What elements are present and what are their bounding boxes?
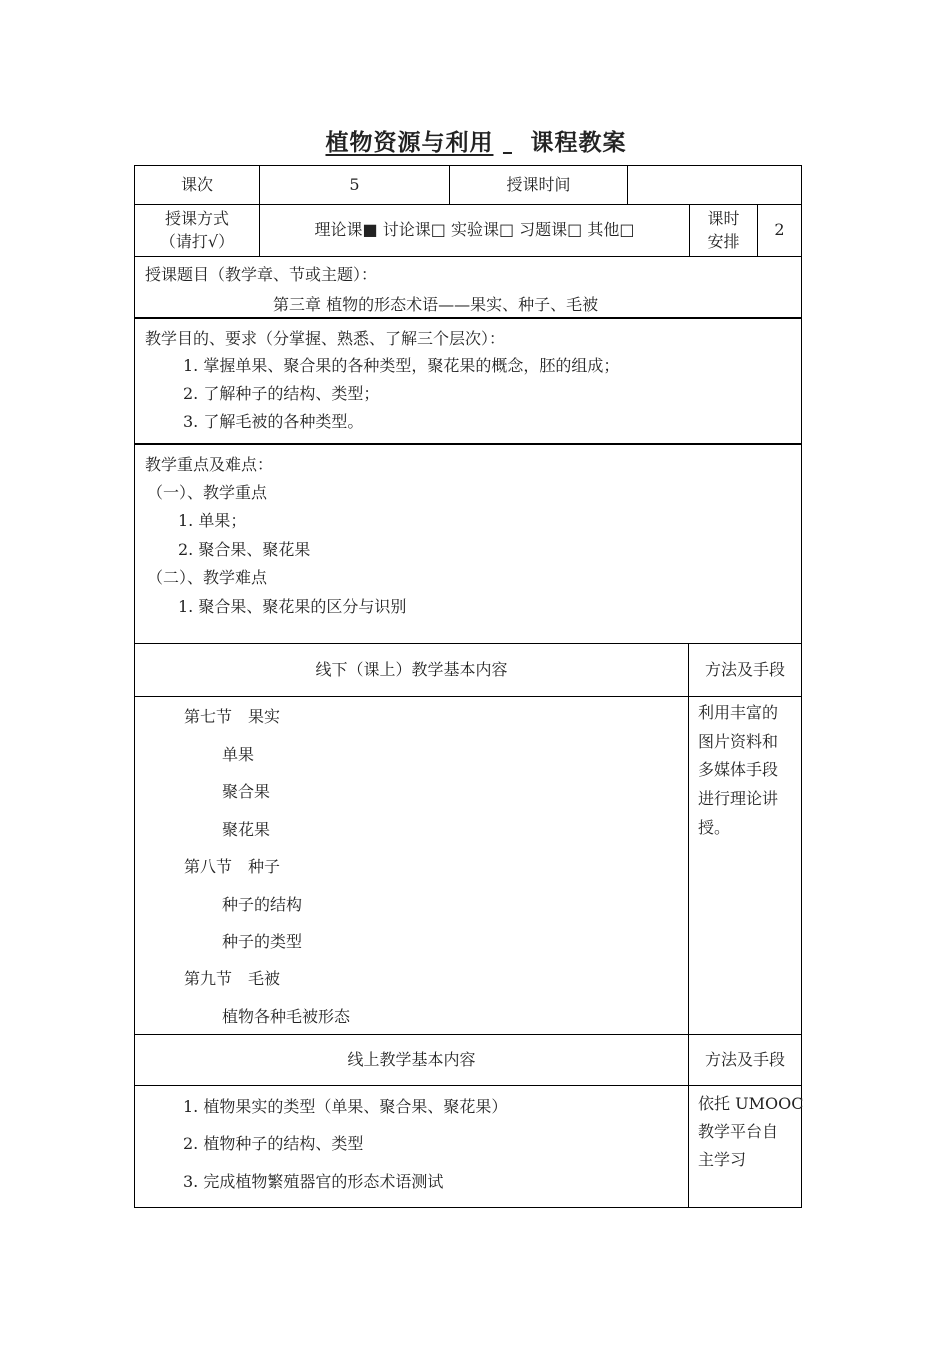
hours-label-line2: 安排 <box>707 231 740 251</box>
page-title <box>0 124 952 157</box>
objective-item: 3. 了解毛被的各种类型。 <box>183 412 364 431</box>
hours-value: 2 <box>774 220 785 240</box>
session-label: 课次 <box>180 174 213 194</box>
title-underline-gap <box>493 129 521 156</box>
objectives-label: 教学目的、要求（分掌握、熟悉、了解三个层次）： <box>145 329 506 348</box>
online-method-heading: 方法及手段 <box>704 1049 785 1069</box>
topic-label: 授课题目（教学章、节或主题）： <box>145 265 378 284</box>
doc-type: 课程教案 <box>530 129 627 156</box>
offline-method-line: 授。 <box>698 818 731 837</box>
focus-heading: （一）、教学重点 <box>147 483 268 502</box>
key-points-label: 教学重点及难点： <box>145 455 274 474</box>
offline-section: 第八节 种子 <box>184 857 281 876</box>
mode-label-line2: （请打√） <box>159 231 235 251</box>
difficulty-item: 1. 聚合果、聚花果的区分与识别 <box>178 597 407 616</box>
session-value: 5 <box>349 174 360 194</box>
difficulty-heading: （二）、教学难点 <box>147 568 268 587</box>
time-label: 授课时间 <box>506 174 571 194</box>
online-method-line: 依托 UMOOC <box>698 1094 804 1113</box>
offline-subitem: 聚花果 <box>222 820 271 839</box>
online-heading: 线上教学基本内容 <box>347 1049 476 1069</box>
focus-item: 2. 聚合果、聚花果 <box>178 540 311 559</box>
offline-section: 第七节 果实 <box>184 707 281 726</box>
objective-item: 2. 了解种子的结构、类型； <box>183 384 380 403</box>
course-name: 植物资源与利用 <box>325 129 494 156</box>
offline-subitem: 种子的结构 <box>222 895 303 914</box>
offline-section: 第九节 毛被 <box>184 969 281 988</box>
hours-label-line1: 课时 <box>707 209 740 229</box>
offline-subitem: 聚合果 <box>222 782 271 801</box>
objective-item: 1. 掌握单果、聚合果的各种类型，聚花果的概念，胚的组成； <box>183 356 620 375</box>
online-item: 1. 植物果实的类型（单果、聚合果、聚花果） <box>183 1097 508 1116</box>
offline-method-heading: 方法及手段 <box>704 659 785 679</box>
offline-subitem: 单果 <box>222 745 255 764</box>
offline-subitem: 种子的类型 <box>222 932 303 951</box>
offline-method-line: 进行理论讲 <box>698 789 779 808</box>
mode-options: 理论课■ 讨论课□ 实验课□ 习题课□ 其他□ <box>314 220 635 240</box>
topic-value: 第三章 植物的形态术语——果实、种子、毛被 <box>273 295 599 314</box>
offline-heading: 线下（课上）教学基本内容 <box>315 659 508 679</box>
offline-subitem: 植物各种毛被形态 <box>222 1007 351 1026</box>
mode-label <box>135 205 259 256</box>
offline-method-line: 利用丰富的 <box>698 703 779 722</box>
online-method-line: 教学平台自 <box>698 1122 779 1141</box>
online-method-line: 主学习 <box>698 1150 747 1169</box>
focus-item: 1. 单果； <box>178 511 247 530</box>
online-item: 2. 植物种子的结构、类型 <box>183 1134 364 1153</box>
hours-label <box>690 205 757 256</box>
online-item: 3. 完成植物繁殖器官的形态术语测试 <box>183 1172 444 1191</box>
time-value <box>628 166 801 204</box>
mode-label-line1: 授课方式 <box>164 209 229 229</box>
offline-method-line: 图片资料和 <box>698 732 779 751</box>
offline-method-line: 多媒体手段 <box>698 760 779 779</box>
